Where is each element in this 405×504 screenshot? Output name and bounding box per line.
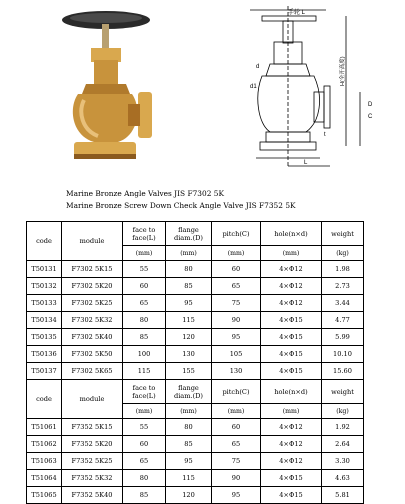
table-cell: T50136 (27, 346, 62, 363)
table-cell: 120 (166, 487, 212, 504)
table-cell: 4×Φ12 (261, 436, 322, 453)
table-cell: 2.73 (322, 278, 364, 295)
col-hole: hole(n×d) (261, 222, 322, 246)
col-module: module (62, 380, 123, 419)
table-cell: T50132 (27, 278, 62, 295)
table-cell: 4×Φ15 (261, 470, 322, 487)
table-cell: 4×Φ15 (261, 346, 322, 363)
table-cell: 130 (212, 363, 261, 380)
table-cell: F7352 5K20 (62, 436, 123, 453)
table-cell: 4.63 (322, 470, 364, 487)
table-cell: 5.81 (322, 487, 364, 504)
drawing-label-t: t (324, 132, 326, 138)
col-face: face to face(L) (123, 380, 166, 404)
table-cell: 10.10 (322, 346, 364, 363)
table-cell: F7352 5K25 (62, 453, 123, 470)
table-cell: 105 (212, 346, 261, 363)
col-code: code (27, 222, 62, 261)
table-cell: 2.64 (322, 436, 364, 453)
table-cell: 95 (166, 295, 212, 312)
table-cell: 80 (166, 419, 212, 436)
valve-photo (58, 8, 160, 170)
table-row (27, 312, 364, 329)
drawing-label-C: C (368, 114, 373, 120)
table-cell: 4×Φ15 (261, 487, 322, 504)
table-cell: 75 (212, 453, 261, 470)
table-cell: 120 (166, 329, 212, 346)
table-cell: 3.30 (322, 453, 364, 470)
table-row (27, 346, 364, 363)
table-cell: 115 (166, 470, 212, 487)
table-cell: 155 (166, 363, 212, 380)
table-cell: 60 (212, 261, 261, 278)
table-cell: 115 (166, 312, 212, 329)
table-row (27, 295, 364, 312)
table-cell: 130 (166, 346, 212, 363)
valve-stem (102, 24, 109, 52)
table-cell: 55 (123, 419, 166, 436)
drawing-label-top: 手轮 L (288, 10, 306, 16)
table-header-row (27, 222, 364, 246)
table-cell: F7352 5K40 (62, 487, 123, 504)
units-row: (mm) (mm) (mm) (mm) (kg) (27, 404, 364, 419)
table-cell: 85 (166, 436, 212, 453)
table-cell: 15.60 (322, 363, 364, 380)
table-cell: F7302 5K25 (62, 295, 123, 312)
col-pitch: pitch(C) (212, 222, 261, 246)
table-cell: T50131 (27, 261, 62, 278)
table-cell: 95 (166, 453, 212, 470)
table-cell: T50137 (27, 363, 62, 380)
table-cell: F7352 5K15 (62, 419, 123, 436)
table-cell: 90 (212, 312, 261, 329)
table-cell: 60 (123, 278, 166, 295)
table-cell: 95 (212, 487, 261, 504)
drawing-label-d: d (256, 64, 260, 70)
table-cell: 4×Φ12 (261, 278, 322, 295)
spec-table-f7352 (26, 379, 364, 504)
col-flange: flange diam.(D) (166, 380, 212, 404)
table-cell: 5.99 (322, 329, 364, 346)
valve-technical-drawing (226, 6, 382, 170)
table-cell: 1.92 (322, 419, 364, 436)
table-cell: T51065 (27, 487, 62, 504)
product-title-2: Marine Bronze Screw Down Check Angle Valve JIS F7352 5K (66, 201, 296, 210)
table-row (27, 278, 364, 295)
col-weight: weight (322, 380, 364, 404)
drawing-label-D: D (368, 102, 373, 108)
col-hole: hole(n×d) (261, 380, 322, 404)
table-cell: F7302 5K15 (62, 261, 123, 278)
bonnet (82, 84, 130, 94)
drawing-body (258, 76, 320, 132)
table-cell: 80 (123, 312, 166, 329)
table-cell: F7302 5K20 (62, 278, 123, 295)
col-module: module (62, 222, 123, 261)
table-cell: 3.44 (322, 295, 364, 312)
table-cell: 55 (123, 261, 166, 278)
table-cell: F7302 5K65 (62, 363, 123, 380)
table-cell: 4×Φ12 (261, 261, 322, 278)
table-cell: 95 (212, 329, 261, 346)
spec-table-f7302 (26, 221, 364, 380)
table-cell: F7302 5K40 (62, 329, 123, 346)
table-cell: 60 (212, 419, 261, 436)
table-cell: 100 (123, 346, 166, 363)
table-cell: 80 (123, 470, 166, 487)
table-cell: 65 (123, 295, 166, 312)
col-face: face to face(L) (123, 222, 166, 246)
drawing-label-d1: d1 (250, 84, 257, 90)
table-row (27, 419, 364, 436)
table-row (27, 363, 364, 380)
drawing-label-h: H(全开高度) (340, 56, 346, 86)
col-flange: flange diam.(D) (166, 222, 212, 246)
table-cell: 1.98 (322, 261, 364, 278)
col-code: code (27, 380, 62, 419)
col-weight: weight (322, 222, 364, 246)
table-cell: 85 (166, 278, 212, 295)
table-cell: 4×Φ15 (261, 363, 322, 380)
table-cell: F7302 5K50 (62, 346, 123, 363)
table-cell: 65 (212, 436, 261, 453)
table-cell: T50135 (27, 329, 62, 346)
product-title-1: Marine Bronze Angle Valves JIS F7302 5K (66, 189, 224, 198)
table-row (27, 487, 364, 504)
table-cell: F7352 5K32 (62, 470, 123, 487)
table-cell: 85 (123, 487, 166, 504)
table-cell: T51064 (27, 470, 62, 487)
table-cell: 80 (166, 261, 212, 278)
table-cell: 4×Φ15 (261, 312, 322, 329)
table-cell: T50134 (27, 312, 62, 329)
gland-nut (91, 48, 121, 62)
table-cell: F7302 5K32 (62, 312, 123, 329)
table-cell: 85 (123, 329, 166, 346)
table-cell: 65 (212, 278, 261, 295)
table-cell: T51061 (27, 419, 62, 436)
drawing-handwheel (262, 16, 316, 21)
col-pitch: pitch(C) (212, 380, 261, 404)
table-cell: T50133 (27, 295, 62, 312)
table-cell: 60 (123, 436, 166, 453)
units-row: (mm) (mm) (mm) (mm) (kg) (27, 246, 364, 261)
product-titles (66, 188, 296, 212)
table-cell: 90 (212, 470, 261, 487)
table-row (27, 329, 364, 346)
table-cell: 4×Φ15 (261, 329, 322, 346)
table-cell: 75 (212, 295, 261, 312)
table-cell: T51062 (27, 436, 62, 453)
table-cell: 4×Φ12 (261, 419, 322, 436)
side-flange (138, 92, 152, 138)
table-cell: 115 (123, 363, 166, 380)
table-row (27, 453, 364, 470)
table-cell: 65 (123, 453, 166, 470)
table-header-row (27, 380, 364, 404)
table-cell: 4×Φ12 (261, 295, 322, 312)
table-row (27, 261, 364, 278)
table-cell: 4×Φ12 (261, 453, 322, 470)
drawing-label-L: L (304, 160, 308, 166)
table-row (27, 470, 364, 487)
table-row (27, 436, 364, 453)
table-cell: T51063 (27, 453, 62, 470)
table-cell: 4.77 (322, 312, 364, 329)
